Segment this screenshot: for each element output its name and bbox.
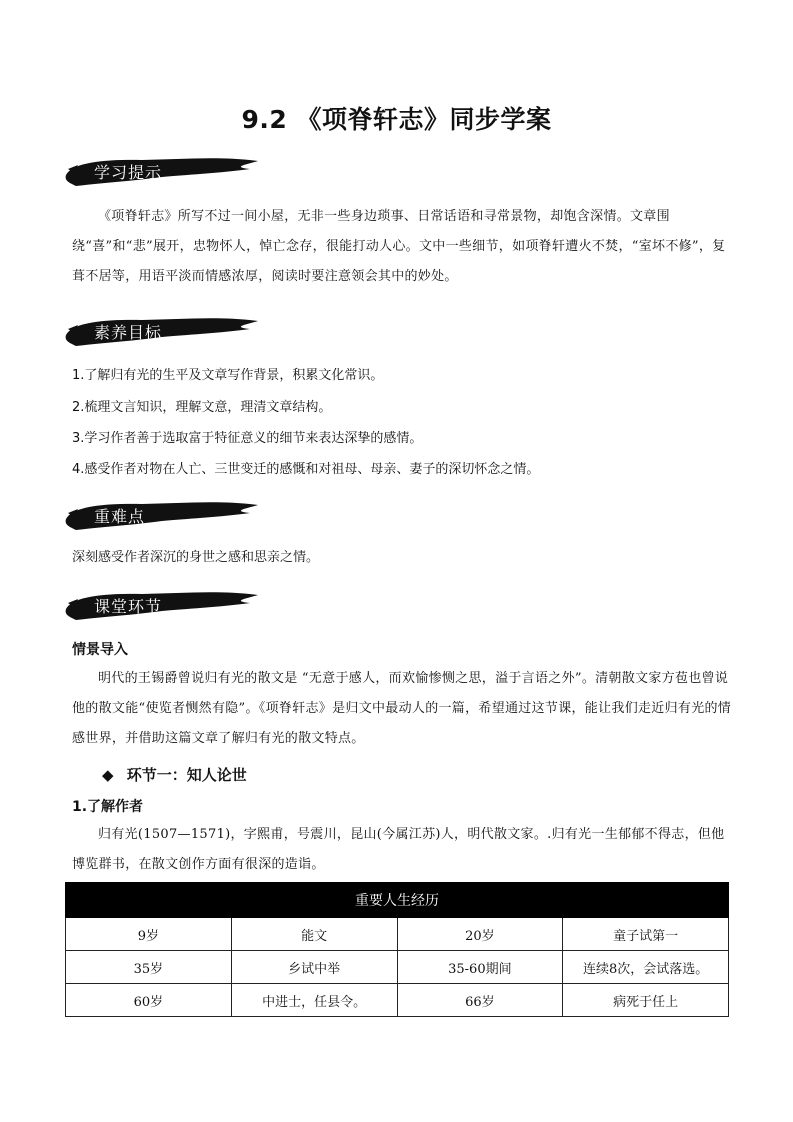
table-cell: 童子试第一 — [563, 918, 729, 951]
life-table — [65, 882, 729, 1017]
step-heading — [102, 764, 247, 785]
goal-item: 2.梳理文言知识，理解文意，理清文章结构。 — [72, 400, 332, 415]
sub-heading: 1.了解作者 — [72, 799, 144, 815]
section-header-goals — [62, 313, 262, 349]
table-cell: 乡试中举 — [231, 951, 397, 984]
goal-item: 3.学习作者善于选取富于特征意义的细节来表达深挚的感情。 — [72, 431, 423, 446]
author-paragraph: 归有光(1507—1571)，字熙甫，号震川，昆山(今属江苏)人，明代散文家。.归有光一生郁郁不得志，但他博览群书，在散文创作方面有很深的造诣。 — [72, 827, 725, 872]
table-cell: 病死于任上 — [563, 984, 729, 1017]
section-title-goals: 素养目标 — [94, 323, 163, 342]
goal-item: 4.感受作者对物在人亡、三世变迁的感慨和对祖母、母亲、妻子的深切怀念之情。 — [72, 462, 540, 477]
table-cell: 9岁 — [66, 918, 232, 951]
goal-item: 1.了解归有光的生平及文章写作背景，积累文化常识。 — [72, 368, 384, 383]
table-cell: 60岁 — [66, 984, 232, 1017]
table-cell: 中进士，任县令。 — [231, 984, 397, 1017]
tips-paragraph: 《项脊轩志》所写不过一间小屋，无非一些身边琐事、日常话语和寻常景物，却饱含深情。文章围绕“喜”和“悲”展开，忠物怀人，悼亡念存，很能打动人心。文中一些细节，如项脊轩遭火不焚，“室坏不修”，复葺不居等，用语平淡而情感浓厚，阅读时要注意领会其中的妙处。 — [72, 209, 726, 284]
table-cell: 20岁 — [397, 918, 563, 951]
table-cell: 能文 — [231, 918, 397, 951]
section-title-class: 课堂环节 — [94, 597, 163, 616]
intro-heading: 情景导入 — [72, 642, 128, 658]
table-row — [66, 951, 729, 984]
intro-paragraph: 明代的王锡爵曾说归有光的散文是 “无意于感人，而欢愉惨恻之思，溢于言语之外”。清朝散文家方苞也曾说他的散文能“使览者恻然有隐”。《项脊轩志》是归文中最动人的一篇，希望通过这节课，能让我们走近归有光的情感世界，并借助这篇文章了解归有光的散文特点。 — [72, 671, 732, 746]
section-header-key — [62, 497, 262, 533]
table-row — [66, 918, 729, 951]
step-label: 环节一：知人论世 — [126, 766, 247, 784]
table-row — [66, 984, 729, 1017]
table-cell: 连续8次，会试落选。 — [563, 951, 729, 984]
diamond-bullet-icon: ◆ — [102, 766, 114, 784]
table-cell: 66岁 — [397, 984, 563, 1017]
table-cell: 35-60期间 — [397, 951, 563, 984]
section-header-class — [62, 587, 262, 623]
brush-stroke-icon — [62, 497, 262, 533]
key-text: 深刻感受作者深沉的身世之感和思亲之情。 — [72, 550, 320, 565]
section-header-tips — [62, 153, 262, 189]
section-title-tips: 学习提示 — [94, 163, 163, 182]
page-title: 9.2 《项脊轩志》同步学案 — [241, 105, 552, 134]
section-title-key: 重难点 — [94, 507, 146, 526]
table-header: 重要人生经历 — [66, 883, 729, 918]
table-cell: 35岁 — [66, 951, 232, 984]
